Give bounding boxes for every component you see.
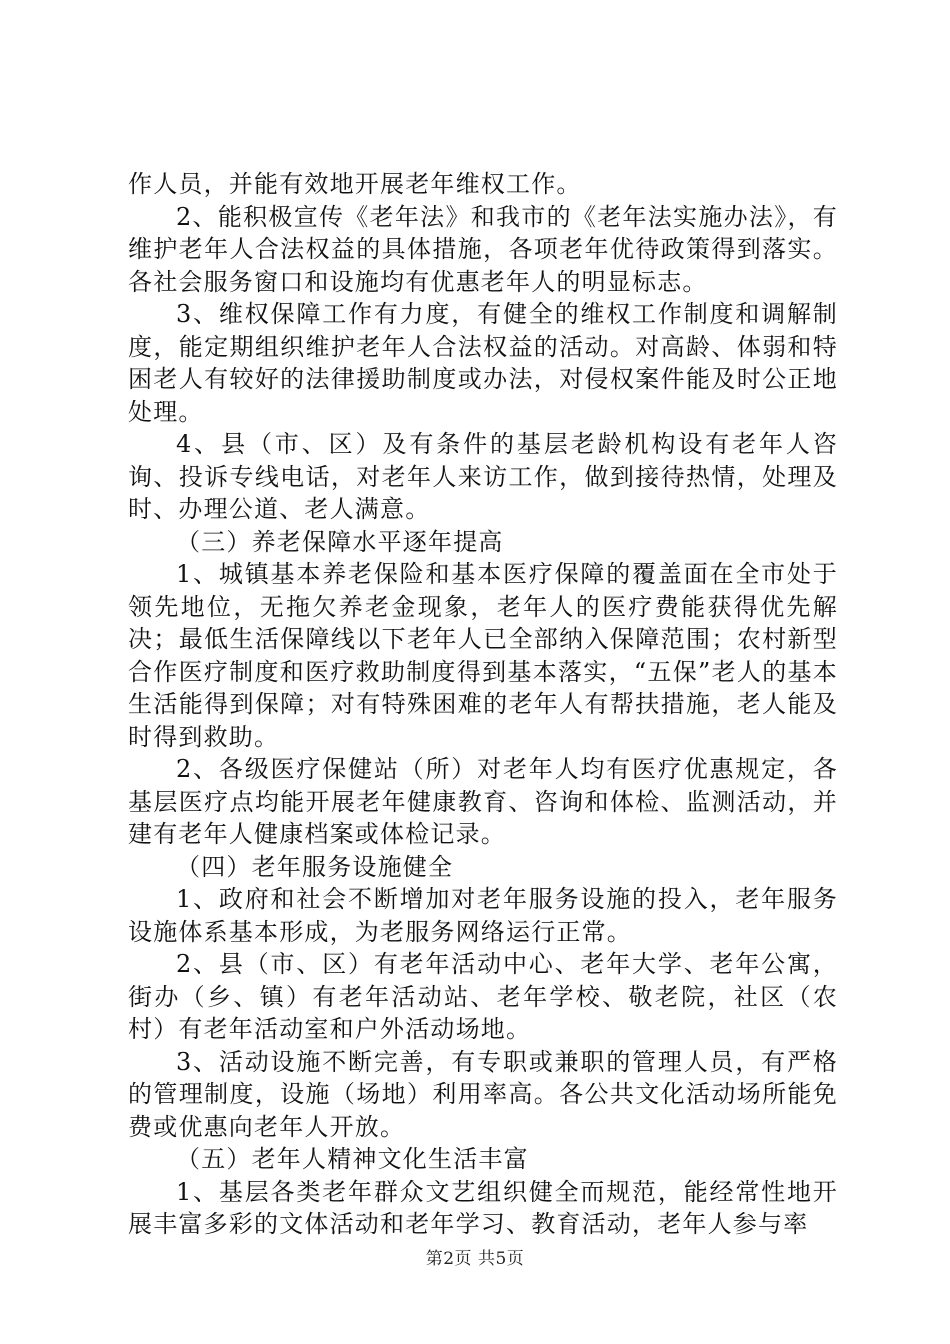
section-heading: （四）老年服务设施健全 (176, 852, 454, 881)
section-heading: （五）老年人精神文化生活丰富 (176, 1145, 529, 1173)
paragraph: 2、能积极宣传《老年法》和我市的《老年法实施办法》，有维护老年人合法权益的具体措施，各项老年优待政策得到落实。各社会服务窗口和设施均有优惠老年人的明显标志。 (128, 202, 838, 296)
paragraph: 1、城镇基本养老保险和基本医疗保障的覆盖面在全市处于领先地位，无拖欠养老金现象，老年人的医疗费能获得优先解决；最低生活保障线以下老年人已全部纳入保障范围；农村新型合作医疗制度和医疗救助制度得到基本落实，“五保”老人的基本生活能得到保障；对有特殊困难的老年人有帮扶措施，老人能及时得到救助。 (128, 560, 838, 751)
paragraph: 作人员，并能有效地开展老年维权工作。 (128, 170, 582, 198)
paragraph: 2、县（市、区）有老年活动中心、老年大学、老年公寓，街办（乡、镇）有老年活动站、老年学校、敬老院，社区（农村）有老年活动室和户外活动场地。 (128, 950, 838, 1043)
paragraph: 4、县（市、区）及有条件的基层老龄机构设有老年人咨询、投诉专线电话，对老年人来访工作，做到接待热情，处理及时、办理公道、老人满意。 (128, 430, 838, 523)
section-heading: （三）养老保障水平逐年提高 (176, 527, 504, 556)
paragraph: 2、各级医疗保健站（所）对老年人均有医疗优惠规定，各基层医疗点均能开展老年健康教育、咨询和体检、监测活动，并建有老年人健康档案或体检记录。 (128, 755, 838, 848)
paragraph: 1、政府和社会不断增加对老年服务设施的投入，老年服务设施体系基本形成，为老服务网络运行正常。 (128, 885, 838, 946)
page-number-footer: 第2页 共5页 (425, 1249, 525, 1269)
paragraph: 1、基层各类老年群众文艺组织健全而规范，能经常性地开展丰富多彩的文体活动和老年学习、教育活动，老年人参与率 (128, 1177, 838, 1238)
paragraph: 3、维权保障工作有力度，有健全的维权工作制度和调解制度，能定期组织维护老年人合法权益的活动。对高龄、体弱和特困老人有较好的法律援助制度或办法，对侵权案件能及时公正地处理。 (128, 300, 838, 426)
document-body (128, 168, 838, 1241)
paragraph: 3、活动设施不断完善，有专职或兼职的管理人员，有严格的管理制度，设施（场地）利用率高。各公共文化活动场所能免费或优惠向老年人开放。 (128, 1047, 838, 1141)
